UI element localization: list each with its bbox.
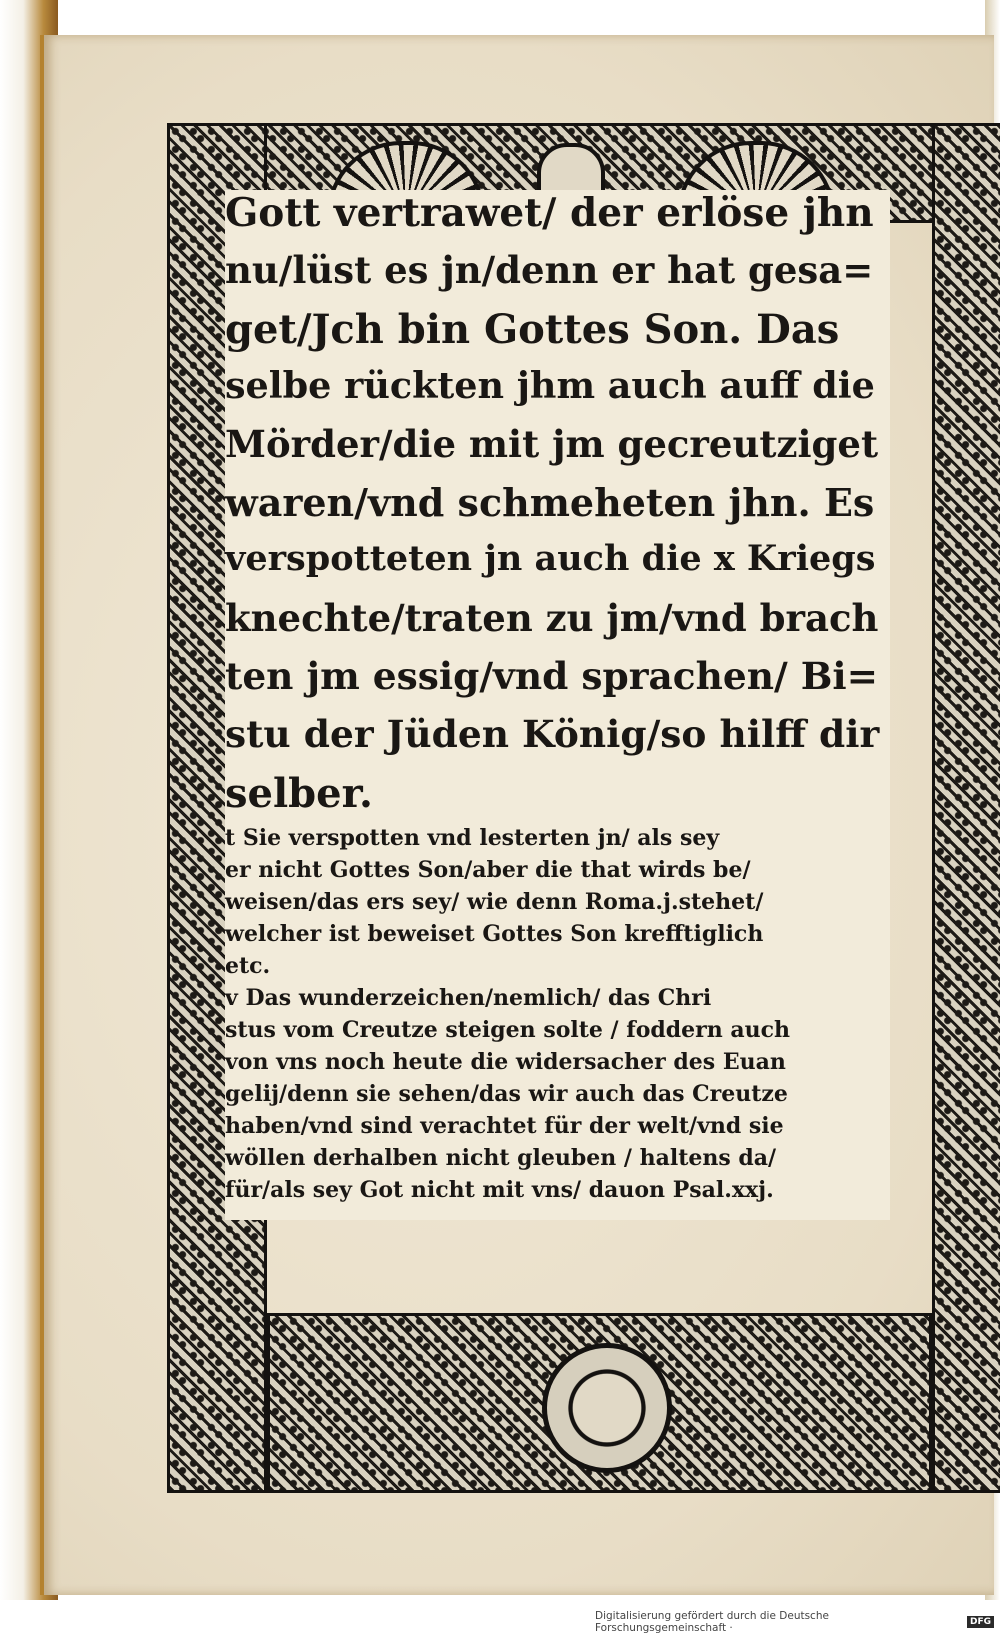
gloss-line: gelij/denn sie sehen/das wir auch das Creutze [225, 1081, 788, 1107]
gloss-line: t Sie verspotten vnd lesterten jn/ als sey [225, 825, 720, 851]
main-text-line: Mörder/die mit jm gecreutziget [225, 422, 879, 466]
main-text-line: nu/lüst es jn/denn er hat gesa= [225, 248, 874, 292]
text-block [225, 190, 890, 1220]
main-text-line: get/Jch bin Gottes Son. Das [225, 306, 840, 353]
main-text-line: stu der Jüden König/so hilff dir [225, 712, 880, 756]
gloss-line: wöllen derhalben nicht gleuben / haltens da/ [225, 1145, 777, 1171]
gloss-line: welcher ist beweiset Gottes Son krefftiglich [225, 921, 764, 947]
gloss-line: haben/vnd sind verachtet für der welt/vnd sie [225, 1113, 784, 1139]
dfg-logo: DFG [967, 1616, 994, 1628]
portrait-medallion [542, 1343, 672, 1473]
main-text-line: selber. [225, 770, 373, 817]
gloss-line: für/als sey Got nicht mit vns/ dauon Psal.xxj. [225, 1177, 774, 1203]
gloss-line: etc. [225, 953, 271, 979]
main-text-line: Gott vertrawet/ der erlöse jhn [225, 190, 874, 236]
main-text-line: waren/vnd schmeheten jhn. Es [225, 480, 875, 525]
gloss-line: weisen/das ers sey/ wie denn Roma.j.stehet/ [225, 889, 764, 915]
gloss-line: er nicht Gottes Son/aber die that wirds be/ [225, 857, 751, 883]
main-text-line: ten jm essig/vnd sprachen/ Bi= [225, 654, 879, 698]
digitization-credit [595, 1611, 1000, 1632]
main-text-line: knechte/traten zu jm/vnd brach [225, 596, 879, 640]
main-text-line: verspotteten jn auch die x Kriegs [225, 538, 876, 579]
credit-text: Digitalisierung gefördert durch die Deutsche Forschungsgemeinschaft · [595, 1609, 829, 1634]
frame-right-border [932, 123, 1000, 1493]
gloss-line: stus vom Creutze steigen solte / foddern auch [225, 1017, 791, 1043]
gloss-line: von vns noch heute die widersacher des Euan [225, 1049, 786, 1075]
gloss-line: v Das wunderzeichen/nemlich/ das Chri [225, 985, 712, 1011]
main-text-line: selbe rückten jhm auch auff die [225, 364, 875, 407]
